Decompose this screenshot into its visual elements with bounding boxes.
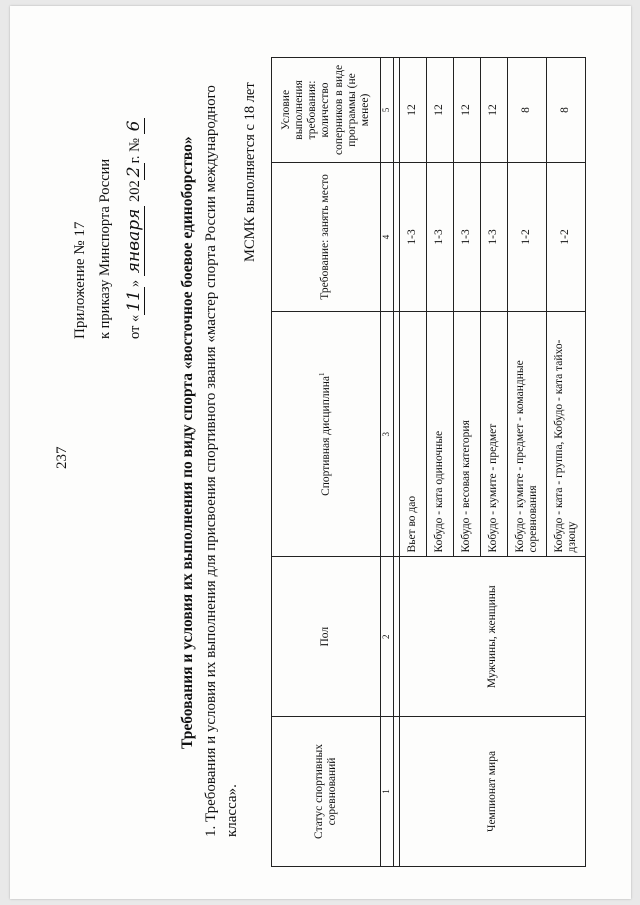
count-cell: 12	[481, 58, 508, 163]
status-cell: Чемпионат мира	[400, 716, 586, 866]
discipline-cell: Кобудо - ката - группа, Кобудо - ката тайхо-дзюцу	[547, 311, 586, 557]
order-date-line: от «11» января 2022г. № 6	[124, 118, 144, 339]
discipline-cell: Кобудо - ката одиночные	[427, 311, 454, 557]
page-number: 237	[54, 446, 70, 469]
requirements-table	[271, 57, 586, 867]
header-place: Требование: занять место	[272, 162, 381, 311]
appendix-label: Приложение № 17	[72, 221, 88, 339]
place-cell: 1-3	[400, 162, 427, 311]
document-title: Требования и условия их выполнения по виду спорта «восточное боевое единоборство»	[179, 136, 196, 749]
table-number-row: 1 2 3 4 5	[381, 58, 394, 867]
count-cell: 12	[454, 58, 481, 163]
footnote-mark: 1	[318, 372, 327, 376]
handwritten-order-number: 6	[124, 118, 145, 135]
sex-cell: Мужчины, женщины	[400, 557, 586, 716]
place-cell: 1-2	[508, 162, 547, 311]
discipline-cell: Вьет во дао	[400, 311, 427, 557]
handwritten-year-digit: 2	[124, 163, 145, 180]
order-label: к приказу Минспорта России	[97, 158, 113, 339]
age-note: МСМК выполняется с 18 лет	[242, 82, 258, 262]
count-cell: 12	[427, 58, 454, 163]
header-discipline: Спортивная дисциплина$^1$	[272, 311, 381, 557]
count-cell: 8	[508, 58, 547, 163]
header-count: Условие выполнения требования: количество соперников в виде программы (не менее)	[272, 58, 381, 163]
discipline-cell: Кобудо - кумите - предмет	[481, 311, 508, 557]
discipline-cell: Кобудо - кумите - предмет - командные соревнования	[508, 311, 547, 557]
place-cell: 1-3	[481, 162, 508, 311]
count-cell: 8	[547, 58, 586, 163]
section-heading-line2: класса».	[224, 784, 240, 837]
place-cell: 1-2	[547, 162, 586, 311]
document-page	[10, 6, 631, 899]
discipline-cell: Кобудо - весовая категория	[454, 311, 481, 557]
header-status: Статус спортивных соревнований	[272, 716, 381, 866]
place-cell: 1-3	[427, 162, 454, 311]
header-sex: Пол	[272, 557, 381, 716]
handwritten-day: 11	[124, 287, 145, 315]
landscape-content	[10, 6, 631, 899]
place-cell: 1-3	[454, 162, 481, 311]
handwritten-month: января	[124, 206, 145, 277]
section-heading-line1: 1. Требования и условия их выполнения для присвоения спортивного звания «мастер спорта России международного	[203, 85, 219, 837]
table-header-row	[272, 58, 381, 867]
table-row	[400, 58, 427, 867]
count-cell: 12	[400, 58, 427, 163]
